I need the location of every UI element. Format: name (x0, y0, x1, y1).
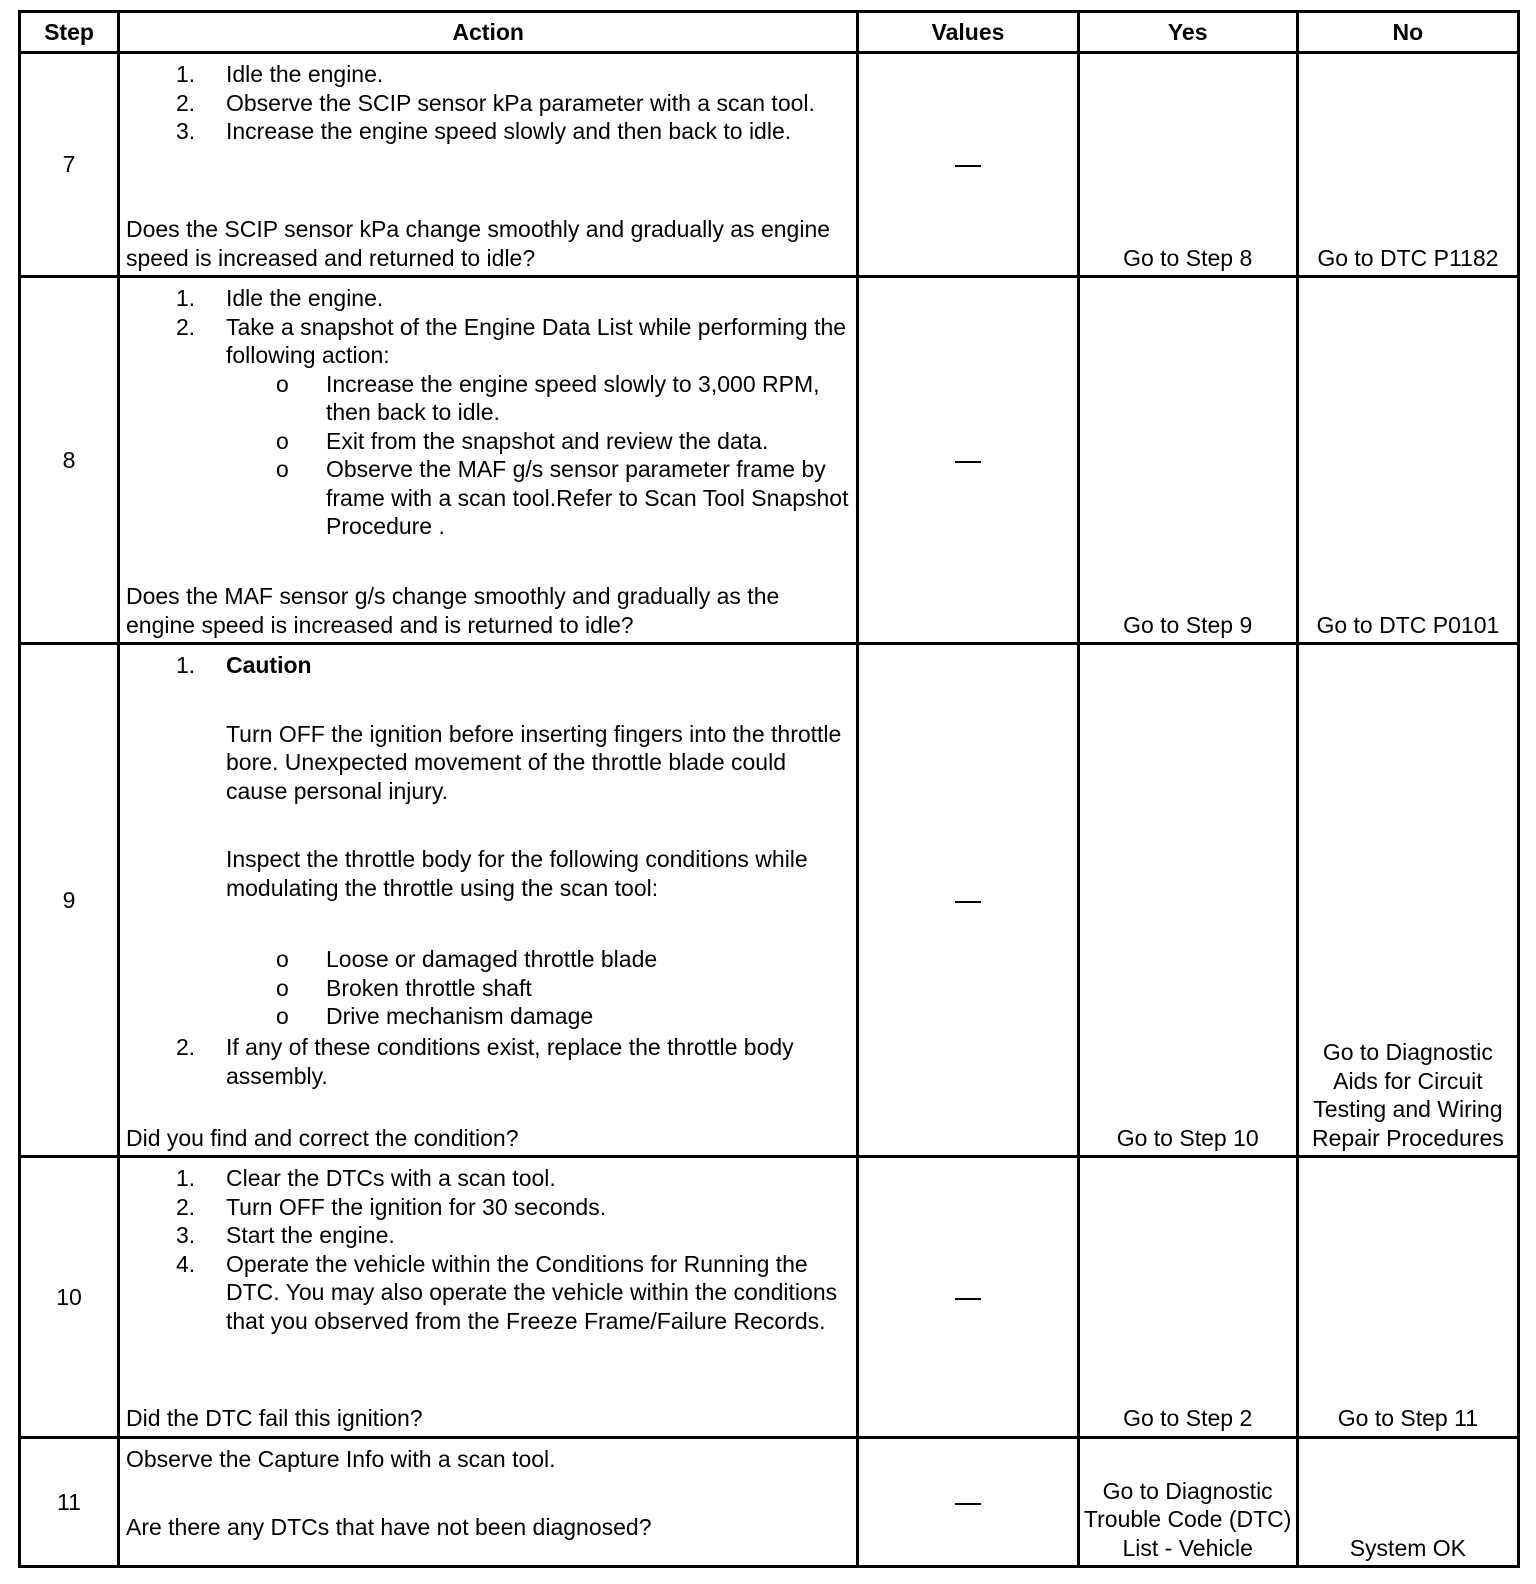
values-cell (858, 53, 1078, 277)
list-item (126, 651, 850, 942)
action-cell (118, 644, 857, 1157)
list-item (126, 1164, 850, 1193)
inspect-text: Inspect the throttle body for the following conditions while modulating the throttle using the scan tool: (225, 846, 808, 901)
sub-list (126, 945, 850, 1031)
no-cell: System OK (1297, 1437, 1518, 1566)
action-cell (118, 53, 857, 277)
item-text: Operate the vehicle within the Conditions for Running the DTC. You may also operate the vehicle within the conditions that you observed from the Freeze Frame/Failure Records. (225, 1250, 838, 1334)
header-values: Values (858, 12, 1078, 53)
table-row (20, 1437, 1519, 1566)
item-text: Idle the engine. (225, 61, 384, 87)
em-dash (955, 1298, 981, 1300)
table-row (20, 277, 1519, 644)
action-list (126, 1164, 850, 1335)
sub-item-text: Drive mechanism damage (325, 1003, 594, 1030)
diagnostic-table (18, 10, 1520, 1568)
step-number: 11 (20, 1437, 119, 1566)
no-cell: Go to Diagnostic Aids for Circuit Testing and Wiring Repair Procedures (1297, 644, 1518, 1157)
list-item (126, 89, 850, 118)
step-number: 7 (20, 53, 119, 277)
list-item (126, 1193, 850, 1222)
sub-list (226, 370, 850, 541)
item-text: Start the engine. (225, 1222, 395, 1249)
header-no: No (1297, 12, 1518, 53)
list-item (126, 313, 850, 541)
caution-text: Turn OFF the ignition before inserting fingers into the throttle bore. Unexpected movement of the throttle blade could cause personal injury. (225, 720, 842, 804)
yes-cell: Go to Diagnostic Trouble Code (DTC) List - Vehicle (1078, 1437, 1297, 1566)
action-list (126, 60, 850, 146)
header-action: Action (118, 12, 857, 53)
item-number: 2. (175, 1034, 196, 1061)
no-cell: Go to DTC P0101 (1297, 277, 1518, 644)
item-number: 1. (175, 652, 196, 679)
sub-item (226, 945, 850, 974)
item-number: 1. (175, 285, 196, 312)
list-item (126, 60, 850, 89)
item-text: Clear the DTCs with a scan tool. (225, 1165, 556, 1192)
bullet: o (275, 427, 289, 454)
yes-cell: Go to Step 2 (1078, 1157, 1297, 1438)
item-number: 2. (175, 313, 196, 340)
yes-cell: Go to Step 10 (1078, 644, 1297, 1157)
header-row (20, 12, 1519, 53)
sub-item-text: Loose or damaged throttle blade (325, 946, 658, 973)
bullet: o (275, 370, 289, 397)
action-cell (118, 277, 857, 644)
item-number: 1. (175, 61, 196, 87)
item-number: 2. (175, 1193, 196, 1220)
yes-cell: Go to Step 8 (1078, 53, 1297, 277)
step-number: 9 (20, 644, 119, 1157)
header-step: Step (20, 12, 119, 53)
item-text: Idle the engine. (225, 285, 384, 312)
sub-item (226, 455, 850, 541)
action-list (126, 651, 850, 942)
table-row (20, 644, 1519, 1157)
bullet: o (275, 946, 289, 973)
list-item (126, 1221, 850, 1250)
question-text: Does the MAF sensor g/s change smoothly and gradually as the engine speed is increased and is returned to idle? (125, 583, 780, 638)
action-list (126, 284, 850, 541)
sub-item-text: Exit from the snapshot and review the data. (325, 427, 769, 454)
sub-item (226, 370, 850, 427)
list-item (126, 1033, 850, 1090)
action-cell (118, 1157, 857, 1438)
em-dash (955, 901, 981, 903)
no-cell: Go to Step 11 (1297, 1157, 1518, 1438)
question-text: Did the DTC fail this ignition? (125, 1405, 423, 1432)
question-text: Are there any DTCs that have not been diagnosed? (125, 1514, 652, 1541)
list-item (126, 284, 850, 313)
bullet: o (275, 974, 289, 1001)
sub-item (226, 974, 850, 1003)
header-yes: Yes (1078, 12, 1297, 53)
table-row (20, 53, 1519, 277)
values-cell (858, 1157, 1078, 1438)
question-text: Does the SCIP sensor kPa change smoothly and gradually as engine speed is increased and returned to idle? (125, 216, 831, 271)
values-cell (858, 644, 1078, 1157)
item-number: 2. (175, 89, 196, 116)
question-text: Did you find and correct the condition? (125, 1124, 519, 1151)
bullet: o (275, 456, 289, 483)
sub-item-text: Broken throttle shaft (325, 974, 532, 1001)
item-text: Observe the SCIP sensor kPa parameter with a scan tool. (225, 89, 815, 116)
em-dash (955, 165, 981, 167)
em-dash (955, 461, 981, 463)
action-list (126, 1033, 850, 1090)
table-row (20, 1157, 1519, 1438)
item-number: 3. (175, 118, 196, 144)
step-number: 10 (20, 1157, 119, 1438)
item-text: If any of these conditions exist, replace the throttle body assembly. (225, 1034, 794, 1089)
item-number: 3. (175, 1222, 196, 1249)
sub-item-text: Increase the engine speed slowly to 3,000 RPM, then back to idle. (325, 370, 820, 426)
sub-item (226, 427, 850, 456)
intro-text: Observe the Capture Info with a scan tool. (125, 1445, 556, 1472)
item-text: Increase the engine speed slowly and then back to idle. (225, 118, 792, 144)
sub-item (226, 1002, 850, 1031)
item-number: 1. (175, 1165, 196, 1192)
values-cell (858, 277, 1078, 644)
bullet: o (275, 1003, 289, 1030)
em-dash (955, 1503, 981, 1505)
yes-cell: Go to Step 9 (1078, 277, 1297, 644)
no-cell: Go to DTC P1182 (1297, 53, 1518, 277)
item-text: Take a snapshot of the Engine Data List while performing the following action: (225, 313, 847, 369)
step-number: 8 (20, 277, 119, 644)
item-number: 4. (175, 1250, 196, 1277)
list-item (126, 117, 850, 146)
item-text: Turn OFF the ignition for 30 seconds. (225, 1193, 607, 1220)
caution-label: Caution (225, 652, 312, 679)
action-cell (118, 1437, 857, 1566)
sub-item-text: Observe the MAF g/s sensor parameter frame by frame with a scan tool.Refer to Scan Tool Snapshot Procedure . (325, 456, 849, 540)
values-cell (858, 1437, 1078, 1566)
list-item (126, 1250, 850, 1336)
